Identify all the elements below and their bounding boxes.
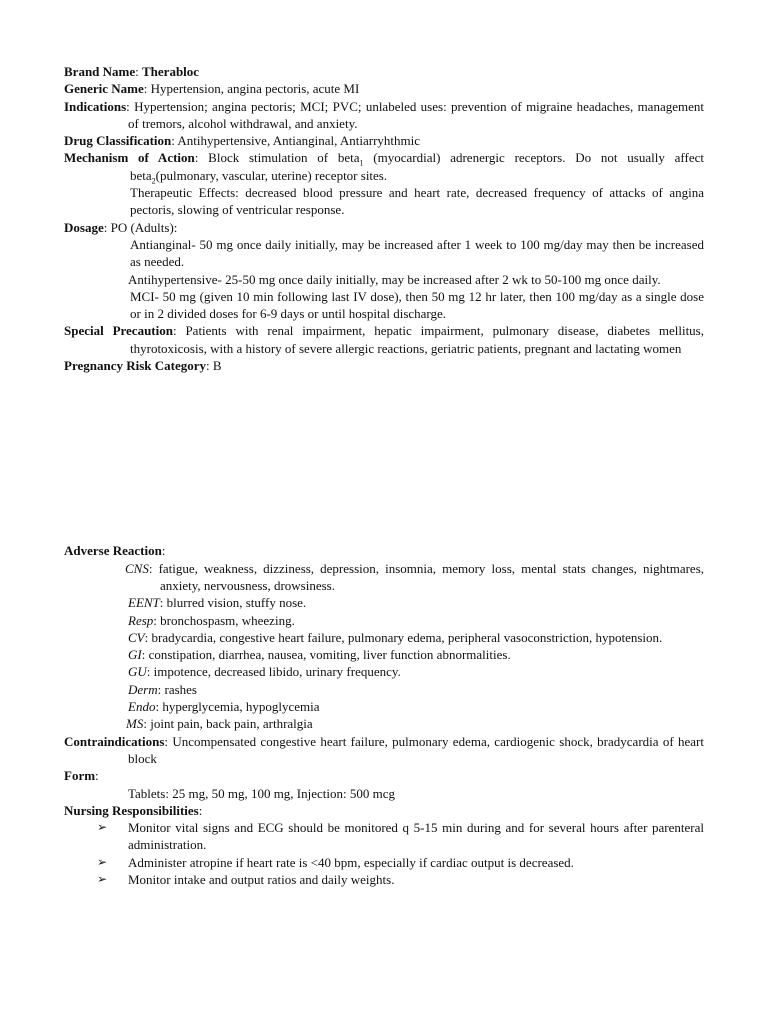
contraindications-value: Uncompensated congestive heart failure, pulmonary edema, cardiogenic shock, bradycardia of heart block — [128, 733, 704, 766]
pregnancy-risk-value: B — [212, 358, 222, 374]
adverse-text: hyperglycemia, hypoglycemia — [159, 699, 320, 715]
nursing-item — [64, 854, 704, 871]
special-precaution-value: Patients with renal impairment, hepatic impairment, pulmonary disease, diabetes mellitus, thyrotoxicosis, with a history of severe allergic reactions, geriatric patients, pregnant and lactating women — [130, 323, 704, 356]
special-precaution-entry: Special Precaution: Patients with renal impairment, hepatic impairment, pulmonary disease, diabetes mellitus, thyrotoxicosis, with a history of severe allergic reactions, geriatric patients, pregnant and lactating women — [64, 323, 704, 356]
pregnancy-risk-label: Pregnancy Risk Category — [64, 358, 207, 374]
generic-name-label: Generic Name — [64, 81, 144, 97]
adverse-item-ms: MS: joint pain, back pain, arthralgia — [126, 716, 313, 732]
nursing-entry: Nursing Responsibilities: — [64, 802, 203, 818]
adverse-system: EENT — [128, 595, 160, 611]
nursing-label: Nursing Responsibilities — [64, 802, 199, 818]
mechanism-label: Mechanism of Action — [64, 150, 195, 166]
adverse-reaction-entry: Adverse Reaction: — [64, 543, 166, 559]
adverse-item-endo: Endo: hyperglycemia, hypoglycemia — [128, 699, 320, 715]
adverse-text: rashes — [161, 681, 197, 697]
form-label: Form — [64, 768, 96, 784]
adverse-text: constipation, diarrhea, nausea, vomiting, liver function abnormalities. — [145, 647, 511, 663]
pregnancy-risk-entry: Pregnancy Risk Category: B — [64, 358, 222, 374]
form-value: Tablets: 25 mg, 50 mg, 100 mg, Injection: 500 mcg — [128, 785, 396, 801]
indications-entry: Indications: Hypertension; angina pectoris; MCI; PVC; unlabeled uses: prevention of migraine headaches, management of tremors, alcohol withdrawal, and anxiety. — [64, 98, 704, 131]
nursing-item — [64, 819, 704, 854]
adverse-system: Endo — [128, 699, 156, 715]
nursing-item — [64, 871, 704, 888]
dosage-label: Dosage — [64, 219, 104, 235]
drug-classification-label: Drug Classification — [64, 133, 172, 149]
adverse-text: bronchospasm, wheezing. — [156, 612, 295, 628]
brand-name-label: Brand Name — [64, 64, 136, 79]
adverse-item-eent: EENT: blurred vision, stuffy nose. — [128, 595, 307, 611]
drug-classification-entry: Drug Classification: Antihypertensive, Antianginal, Antiarryhthmic — [64, 133, 421, 149]
beta1-subscript: 1 — [359, 159, 364, 169]
dosage-antihypertensive: Antihypertensive- 25-50 mg once daily initially, may be increased after 2 wk to 50-100 mg once daily. — [128, 271, 661, 287]
contraindications-label: Contraindications — [64, 733, 165, 749]
mechanism-text-c: (pulmonary, vascular, uterine) receptor sites. — [155, 167, 388, 183]
adverse-text: blurred vision, stuffy nose. — [163, 595, 307, 611]
dosage-mci: MCI- 50 mg (given 10 min following last IV dose), then 50 mg 12 hr later, then 100 mg/day as a single dose or in 2 divided doses for 6-9 days or until hospital discharge. — [130, 288, 704, 322]
therapeutic-effects: Therapeutic Effects: decreased blood pressure and heart rate, decreased frequency of attacks of angina pectoris, slowing of ventricular response. — [130, 185, 704, 218]
adverse-system: Resp — [128, 612, 154, 628]
adverse-system: GI — [128, 647, 142, 663]
brand-name-value: Therabloc — [142, 64, 200, 79]
mechanism-text-b: (myocardial) adrenergic receptors. Do not usually affect beta — [130, 150, 704, 183]
adverse-text: impotence, decreased libido, urinary frequency. — [150, 664, 401, 680]
adverse-item-gu: GU: impotence, decreased libido, urinary frequency. — [128, 664, 401, 680]
drug-study-document — [64, 63, 704, 888]
adverse-item-resp: Resp: bronchospasm, wheezing. — [128, 612, 295, 628]
generic-name-value: Hypertension, angina pectoris, acute MI — [150, 81, 360, 97]
adverse-text: fatigue, weakness, dizziness, depression, insomnia, memory loss, mental stats changes, nightmares, anxiety, nervousness, drowsiness. — [152, 560, 704, 593]
beta2-subscript: 2 — [151, 176, 156, 186]
indications-value: Hypertension; angina pectoris; MCI; PVC; unlabeled uses: prevention of migraine headaches, management of tremors, alcohol withdrawal, and anxiety. — [128, 98, 704, 131]
nursing-item-text: Administer atropine if heart rate is <40 bpm, especially if cardiac output is decreased. — [128, 854, 574, 870]
brand-name-entry: Brand Name: Therabloc — [64, 64, 200, 79]
drug-classification-value: Antihypertensive, Antianginal, Antiarryhthmic — [177, 133, 421, 149]
indications-label: Indications — [64, 98, 127, 114]
dosage-entry: Dosage: PO (Adults): — [64, 219, 178, 235]
adverse-text: bradycardia, congestive heart failure, pulmonary edema, peripheral vasoconstriction, hypotension. — [148, 629, 663, 645]
adverse-item-cns: CNS: fatigue, weakness, dizziness, depression, insomnia, memory loss, mental stats changes, nightmares, anxiety, nervousness, drowsiness. — [125, 560, 704, 593]
adverse-system: GU — [128, 664, 147, 680]
dosage-route: PO (Adults): — [110, 219, 178, 235]
adverse-text: joint pain, back pain, arthralgia — [146, 716, 313, 732]
adverse-item-gi: GI: constipation, diarrhea, nausea, vomiting, liver function abnormalities. — [128, 647, 511, 663]
form-entry: Form: — [64, 768, 99, 784]
adverse-system: Derm — [128, 681, 158, 697]
dosage-antianginal: Antianginal- 50 mg once daily initially, may be increased after 1 week to 100 mg/day may then be increased as needed. — [130, 236, 704, 270]
adverse-system: MS — [126, 716, 144, 732]
arrow-bullet-icon: ➢ — [97, 854, 108, 869]
adverse-system: CV — [128, 629, 145, 645]
mechanism-text-a: Block stimulation of beta — [208, 150, 360, 166]
generic-name-entry: Generic Name: Hypertension, angina pectoris, acute MI — [64, 81, 360, 97]
page-spacer — [64, 374, 704, 542]
adverse-item-derm: Derm: rashes — [128, 681, 197, 697]
mechanism-entry: Mechanism of Action: Block stimulation of beta$_1$ (myocardial) adrenergic receptors. Do not usually affect beta$_2$(pulmonary, vascular, uterine) receptor sites. — [64, 150, 704, 186]
contraindications-entry: Contraindications: Uncompensated congestive heart failure, pulmonary edema, cardiogenic shock, bradycardia of heart block — [64, 733, 704, 766]
adverse-item-cv: CV: bradycardia, congestive heart failure, pulmonary edema, peripheral vasoconstriction, hypotension. — [128, 629, 663, 645]
nursing-item-text: Monitor vital signs and ECG should be monitored q 5-15 min during and for several hours after parenteral administration. — [128, 820, 704, 853]
adverse-system: CNS — [125, 560, 149, 576]
special-precaution-label: Special Precaution — [64, 323, 173, 339]
arrow-bullet-icon: ➢ — [97, 820, 108, 835]
arrow-bullet-icon: ➢ — [97, 871, 108, 886]
adverse-reaction-label: Adverse Reaction — [64, 543, 162, 559]
nursing-item-text: Monitor intake and output ratios and daily weights. — [128, 871, 395, 887]
